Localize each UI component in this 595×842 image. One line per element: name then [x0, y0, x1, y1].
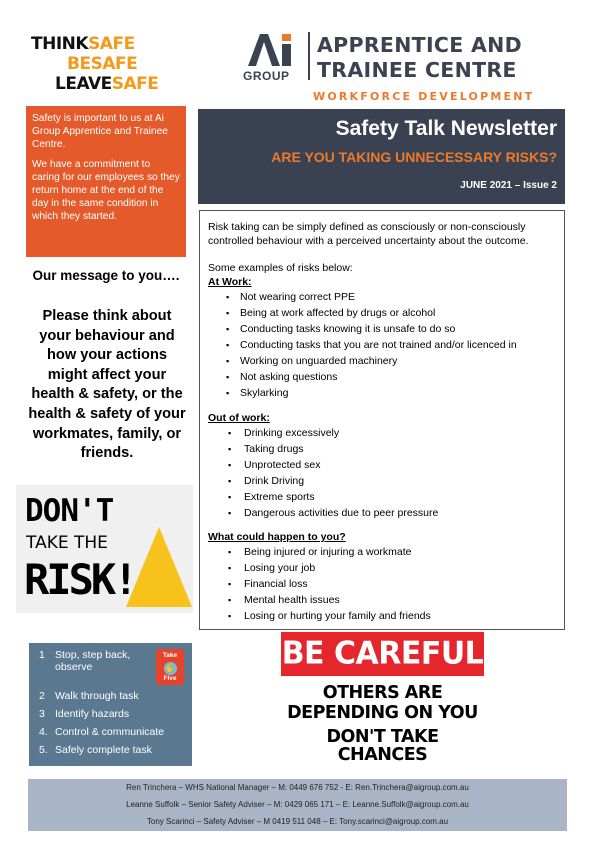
hand-icon: ✋: [165, 664, 175, 673]
be-careful-sign: [281, 633, 484, 763]
newsletter-title: Safety Talk Newsletter: [335, 117, 557, 140]
careful-line-2: DEPENDING ON YOU: [287, 703, 478, 723]
list-item: ▪ Mental health issues: [208, 592, 556, 608]
sidebar-intro-box: [26, 106, 186, 257]
intro-text: Risk taking can be simply defined as consciously or non-consciously controlled behaviour with a perceived uncertainty about the outcome.: [208, 221, 529, 247]
examples-lead: Some examples of risks below:: [208, 262, 353, 274]
newsletter-subtitle: ARE YOU TAKING UNNECESSARY RISKS?: [271, 149, 557, 165]
intro-paragraph-2: We have a commitment to caring for our employees so they return home at the end of the day in the same condition in which they started.: [32, 159, 180, 222]
list-item: ▪ Extreme sports: [208, 489, 556, 505]
list-item: ▪ Being at work affected by drugs or alcohol: [208, 305, 556, 321]
careful-line-4: CHANCES: [337, 745, 428, 765]
newsletter-header: [198, 109, 565, 204]
content-box: [199, 210, 565, 630]
brand-subtitle: WORKFORCE DEVELOPMENT: [313, 90, 535, 103]
risk-line-1: DON'T: [25, 493, 114, 529]
take-five-badge: Take ✋ Five: [156, 649, 184, 685]
list-item: ▪ Skylarking: [208, 385, 556, 401]
list-item: ▪ Being injured or injuring a workmate: [208, 544, 556, 560]
contact-line: Tony Scarinci – Safety Adviser – M 0419 511 048 – E: Tony.scarinci@aigroup.com.au: [146, 817, 449, 826]
take-five-step: 5. Safely complete task: [39, 744, 152, 756]
dont-take-risk-sign: [16, 485, 193, 613]
take-five-step: 2 Walk through task: [39, 690, 139, 702]
at-work-heading: At Work:: [208, 276, 252, 288]
contact-line: Ren Trinchera – WHS National Manager – M: 0449 676 752 - E: Ren.Trinchera@aigroup.com.au: [126, 783, 469, 792]
careful-line-3: DON'T TAKE: [326, 727, 439, 747]
brand-title: APPRENTICE AND TRAINEE CENTRE: [317, 33, 522, 82]
contact-line: Leanne Suffolk – Senior Safety Adviser – M: 0429 065 171 – E: Leanne.Suffolk@aigroup.com.au: [126, 800, 469, 809]
list-item: ▪ Not wearing correct PPE: [208, 289, 556, 305]
take-five-step: 1 Stop, step back, observe: [39, 649, 131, 673]
happen-list: [208, 544, 556, 624]
list-item: ▪ Conducting tasks knowing it is unsafe to do so: [208, 321, 556, 337]
list-item: ▪ Losing your job: [208, 560, 556, 576]
intro-paragraph-1: Safety is important to us at Ai Group Apprentice and Trainee Centre.: [32, 113, 168, 150]
logo-row-leave: LEAVESAFE: [55, 74, 159, 94]
take-five-box: [29, 643, 192, 766]
brand-divider: [308, 32, 310, 80]
logo-row-be: BESAFE: [67, 54, 138, 74]
out-work-heading: Out of work:: [208, 412, 270, 424]
list-item: ▪ Working on unguarded machinery: [208, 353, 556, 369]
risk-line-3: RISK!: [24, 555, 136, 604]
contact-footer: [28, 779, 567, 831]
list-item: ▪ Financial loss: [208, 576, 556, 592]
issue-label: JUNE 2021 – Issue 2: [460, 180, 557, 191]
list-item: ▪ Not asking questions: [208, 369, 556, 385]
happen-heading: What could happen to you?: [208, 531, 346, 543]
think-safe-logo: [31, 34, 158, 94]
message-heading: Our message to you….: [32, 268, 180, 283]
logo-row-think: THINKSAFE: [31, 34, 135, 54]
list-item: ▪ Losing or hurting your family and friends: [208, 608, 556, 624]
ai-group-wordmark: GROUP: [243, 69, 290, 83]
risk-line-2: TAKE THE: [26, 533, 108, 553]
take-five-step: 4. Control & communicate: [39, 726, 165, 738]
list-item: ▪ Conducting tasks that you are not trained and/or licenced in: [208, 337, 556, 353]
take-five-step: 3 Identify hazards: [39, 708, 130, 720]
be-careful-banner: BE CAREFUL: [281, 632, 484, 676]
list-item: ▪ Drinking excessively: [208, 425, 556, 441]
careful-line-1: OTHERS ARE: [322, 683, 443, 703]
list-item: ▪ Unprotected sex: [208, 457, 556, 473]
list-item: ▪ Dangerous activities due to peer pressure: [208, 505, 556, 521]
list-item: ▪ Taking drugs: [208, 441, 556, 457]
at-work-list: [208, 289, 556, 401]
message-body: Please think about your behaviour and how your actions might affect your health & safety, or the health & safety of your workmates, family, or friends.: [28, 308, 186, 462]
out-work-list: [208, 425, 556, 521]
list-item: ▪ Drink Driving: [208, 473, 556, 489]
